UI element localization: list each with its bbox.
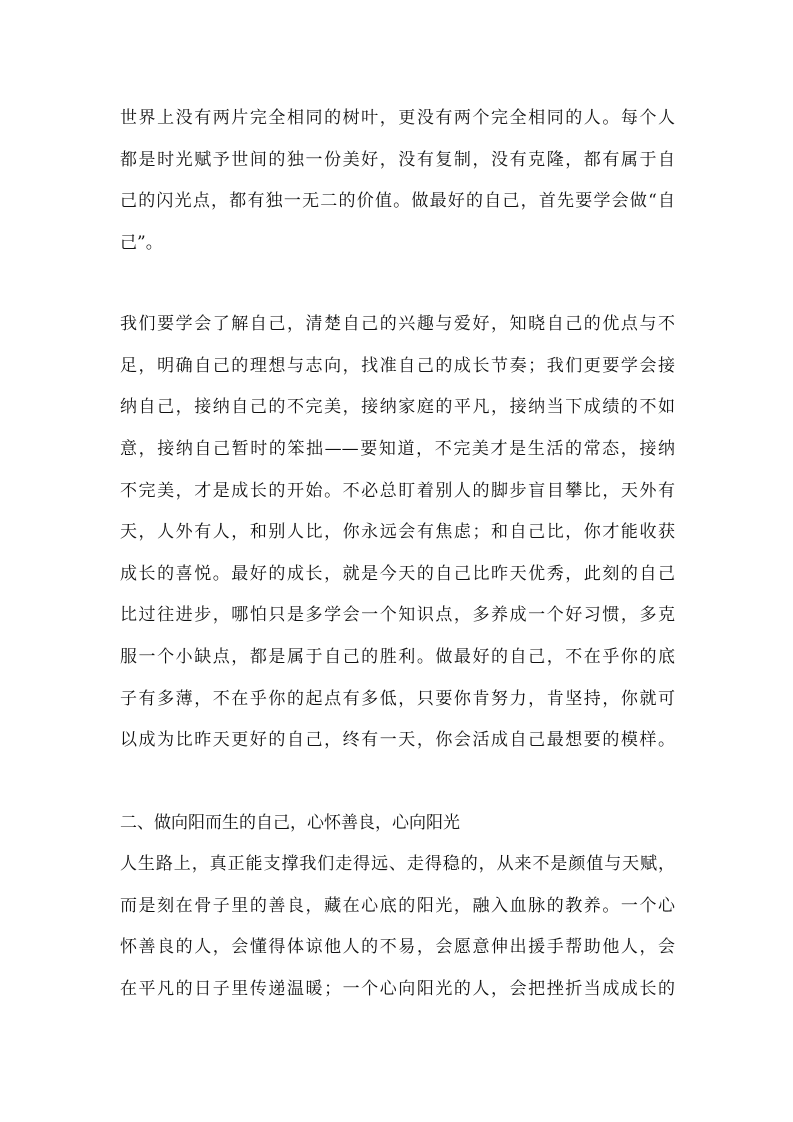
paragraph-1-line-2: 都是时光赋予世间的独一份美好，没有复制，没有克隆，都有属于自 <box>120 150 675 170</box>
paragraph-2-line-2: 足，明确自己的理想与志向，找准自己的成长节奏；我们更要学会接 <box>120 356 675 376</box>
section-heading: 二、做向阳而生的自己，心怀善良，心向阳光 <box>120 813 460 833</box>
paragraph-2-line-10: 子有多薄，不在乎你的起点有多低，只要你肯努力，肯坚持，你就可 <box>120 689 675 709</box>
paragraph-1-line-3: 己的闪光点，都有独一无二的价值。做最好的自己，首先要学会做“自 <box>120 191 675 211</box>
paragraph-1-line-1: 世界上没有两片完全相同的树叶，更没有两个完全相同的人。每个人 <box>120 108 675 128</box>
paragraph-3-line-1: 人生路上，真正能支撑我们走得远、走得稳的，从来不是颜值与天赋， <box>120 854 675 874</box>
paragraph-2-line-3: 纳自己，接纳自己的不完美，接纳家庭的平凡，接纳当下成绩的不如 <box>120 397 675 417</box>
paragraph-2-line-9: 服一个小缺点，都是属于自己的胜利。做最好的自己，不在乎你的底 <box>120 647 675 667</box>
paragraph-3-line-3: 怀善良的人，会懂得体谅他人的不易，会愿意伸出援手帮助他人，会 <box>120 937 675 957</box>
paragraph-2-line-1: 我们要学会了解自己，清楚自己的兴趣与爱好，知晓自己的优点与不 <box>120 314 675 334</box>
paragraph-2-line-6: 天，人外有人，和别人比，你永远会有焦虑；和自己比，你才能收获 <box>120 522 675 542</box>
paragraph-2-line-8: 比过往进步，哪怕只是多学会一个知识点，多养成一个好习惯，多克 <box>120 605 675 625</box>
paragraph-1-line-4: 己”。 <box>120 233 163 253</box>
paragraph-3-line-4: 在平凡的日子里传递温暖；一个心向阳光的人，会把挫折当成成长的 <box>120 979 675 999</box>
paragraph-2-line-7: 成长的喜悦。最好的成长，就是今天的自己比昨天优秀，此刻的自己 <box>120 564 675 584</box>
paragraph-2-line-11: 以成为比昨天更好的自己，终有一天，你会活成自己最想要的模样。 <box>120 730 675 750</box>
paragraph-2-line-4: 意，接纳自己暂时的笨拙——要知道，不完美才是生活的常态，接纳 <box>120 439 675 459</box>
paragraph-3-line-2: 而是刻在骨子里的善良，藏在心底的阳光，融入血脉的教养。一个心 <box>120 896 675 916</box>
paragraph-2-line-5: 不完美，才是成长的开始。不必总盯着别人的脚步盲目攀比，天外有 <box>120 481 675 501</box>
